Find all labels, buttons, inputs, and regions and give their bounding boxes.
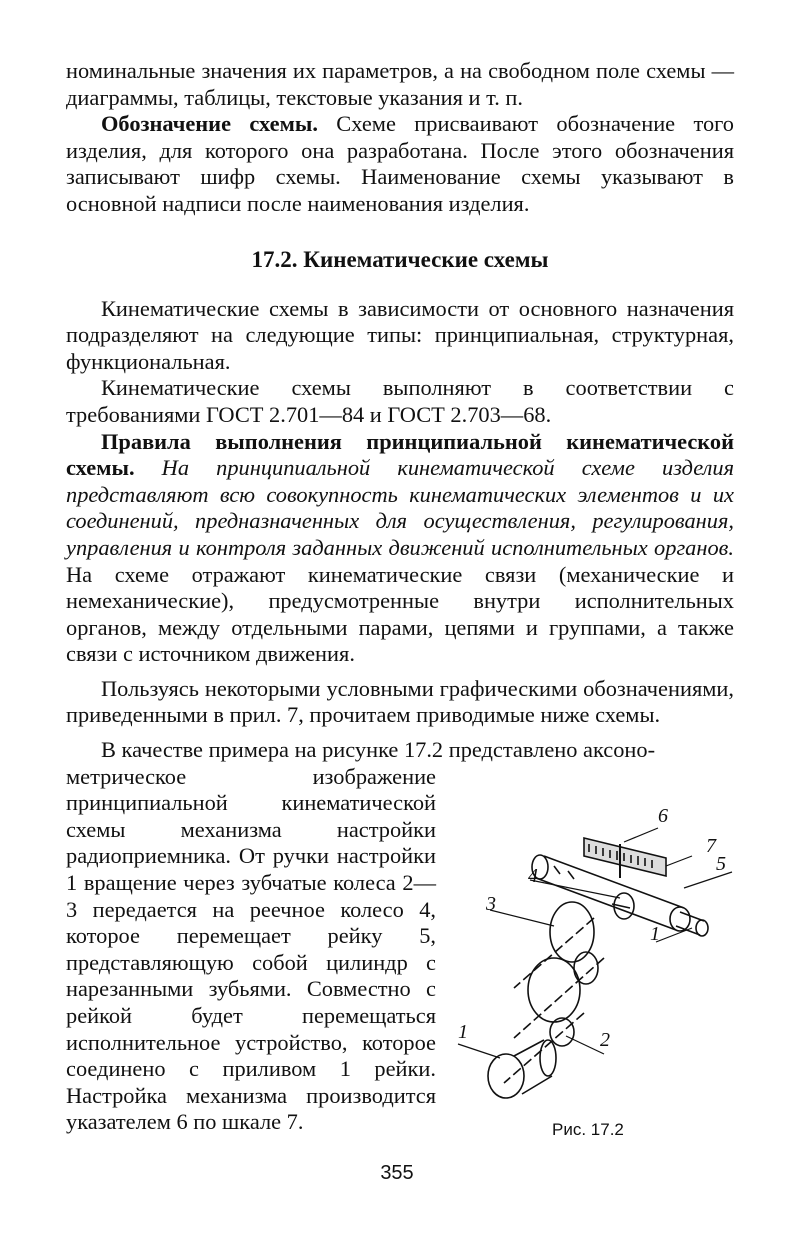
gear-3 [550,902,594,962]
paragraph-2-body: Схеме присваивают обозначение того изделия, для которого она разработана. После этого обозначения записывают шифр схемы. Наименование схемы указывают в основной надписи после наименования изделия. [66,111,734,216]
figure-caption: Рис. 17.2 [552,1120,624,1139]
paragraph-3: Кинематические схемы в зависимости от основного назначения подразделяют на следующие типы: принципиальная, структурная, функциональная. [66,295,734,374]
knob-1 [488,1040,556,1098]
label-6: 6 [658,808,668,827]
paragraph-5-lead: Правила выполнения принципиальной кинематической схемы. [66,428,734,481]
page-number: 355 [380,1162,414,1184]
paragraph-4: Кинематические схемы выполняют в соответствии с требованиями ГОСТ 2.701—84 и ГОСТ 2.703—68. [66,375,734,427]
paragraph-2-lead: Обозначение схемы. [101,111,318,137]
paragraph-5-body: На схеме отражают кинематические связи (механические и немеханические), предусмотренные внутри исполнительных органов, между отдельными парами, цепями и группами, а также связи с источником движения. [66,561,734,667]
paragraph-6: Пользуясь некоторыми условными графическими обозначениями, приведенными в прил. 7, прочитаем приводимые ниже схемы. [66,675,734,728]
paragraph-5 [66,429,734,668]
label-3: 3 [486,893,496,915]
paragraph-2 [66,111,734,217]
gear-2-large [528,958,580,1022]
label-1: 1 [458,1021,468,1043]
paragraph-1: номинальные значения их параметров, а на свободном поле схемы — диаграммы, таблицы, текстовые указания и т. п. [66,58,734,110]
label-5: 5 [716,853,726,875]
paragraph-7-rest: метрическое изображение принципиальной кинематической схемы механизма настройки радиоприемника. От ручки настройки 1 вращение через зубчатые колеса 2—3 передается на реечное колесо 4, которое перемещает рейку 5, представляющую собой цилиндр с нарезанными зубьями. Совместно с рейкой будет перемещаться исполнительное устройство, которое соединено с приливом 1 рейки. Настройка механизма производится указателем 6 по шкале 7. [66,763,436,1135]
kinematic-scheme-drawing [444,808,734,1138]
label-4: 4 [528,865,538,887]
figure-kinematic-scheme [444,808,734,1168]
scale-7 [584,838,666,876]
section-heading: 17.2. Кинематические схемы [251,246,549,272]
label-7: 7 [706,835,716,857]
label-2: 2 [600,1029,610,1051]
gear-small [574,952,598,984]
paragraph-5-italic: На принципиальной кинематической схеме изделия представляют всю совокупность кинематических элементов и их соединений, предназначенных для осуществления, регулирования, управления и контроля заданных движений исполнительных органов. [66,455,734,560]
label-1-right: 1 [650,923,660,945]
paragraph-7-first-line: В качестве примера на рисунке 17.2 представлено аксоно- [101,737,656,763]
